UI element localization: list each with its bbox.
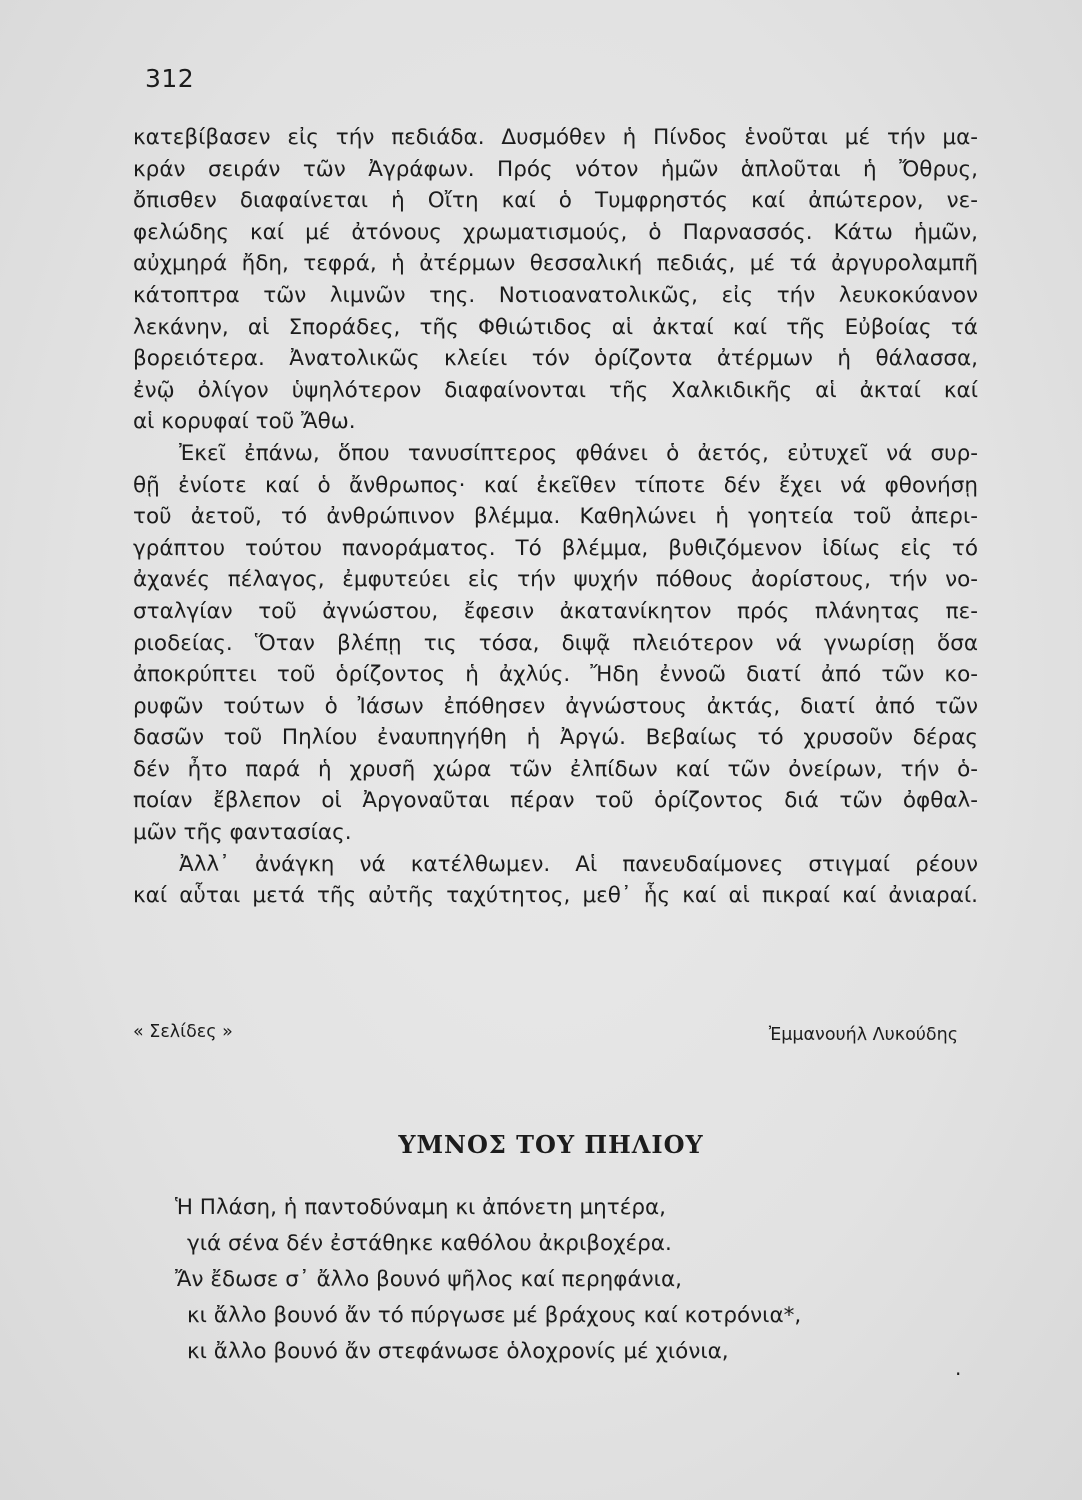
poem-text [175,1190,801,1370]
text-line: κατεβίβασεν εἰς τήν πεδιάδα. Δυσμόθεν ἡ Πίνδος ἑνοῦται μέ τήν μα- [133,125,978,150]
text-line: ρυφῶν τούτων ὁ Ἰάσων ἐπόθησεν ἀγνώστους ἀκτάς, διατί ἀπό τῶν [133,693,978,719]
poem-line: Ἄν ἔδωσε σ᾽ ἄλλο βουνό ψῆλος καί περηφάνια, [175,1267,682,1292]
text-line: ριοδείας. Ὅταν βλέπῃ τις τόσα, διψᾷ πλειότερον νά γνωρίσῃ ὅσα [133,630,978,656]
poem-line: γιά σένα δέν ἐστάθηκε καθόλου ἀκριβοχέρα. [187,1231,672,1256]
text-line: Ἐκεῖ ἐπάνω, ὅπου τανυσίπτερος φθάνει ὁ ἀετός, εὐτυχεῖ νά συρ- [179,440,978,466]
text-line: Ἀλλ᾽ ἀνάγκη νά κατέλθωμεν. Αἱ πανευδαίμονες στιγμαί ρέουν [179,851,978,877]
text-line: σταλγίαν τοῦ ἀγνώστου, ἔφεσιν ἀκατανίκητον πρός πλάνητας πε- [133,598,978,624]
poem-line: κι ἄλλο βουνό ἄν στεφάνωσε ὁλοχρονίς μέ χιόνια, [187,1339,729,1364]
text-line: δέν ἦτο παρά ἡ χρυσῆ χώρα τῶν ἐλπίδων καί τῶν ὀνείρων, τήν ὁ- [133,756,978,782]
text-line: θῇ ἐνίοτε καί ὁ ἄνθρωπος· καί ἐκεῖθεν τίποτε δέν ἔχει νά φθονήσῃ [133,472,978,498]
text-line: δασῶν τοῦ Πηλίου ἐναυπηγήθη ἡ Ἀργώ. Βεβαίως τό χρυσοῦν δέρας [133,725,978,751]
text-line: αὐχμηρά ἤδη, τεφρά, ἡ ἀτέρμων θεσσαλική πεδιάς, μέ τά ἀργυρολαμπῆ [133,251,978,277]
text-line: λεκάνην, αἱ Σποράδες, τῆς Φθιώτιδος αἱ ἀκταί καί τῆς Εὐβοίας τά [133,314,978,340]
text-line: μῶν τῆς φαντασίας. [133,820,352,846]
text-line: ἐνῷ ὀλίγον ὑψηλότερον διαφαίνονται τῆς Χαλκιδικῆς αἱ ἀκταί καί [133,377,978,403]
text-line: αἱ κορυφαί τοῦ Ἄθω. [133,409,356,435]
text-line: ἀχανές πέλαγος, ἐμφυτεύει εἰς τήν ψυχήν πόθους ἀορίστους, τήν νο- [133,567,978,593]
text-line: ποίαν ἔβλεπον οἱ Ἀργοναῦται πέραν τοῦ ὁρίζοντος διά τῶν ὀφθαλ- [133,788,978,814]
stray-mark: · [955,1362,962,1386]
poem-line: κι ἄλλο βουνό ἄν τό πύργωσε μέ βράχους καί κοτρόνια*, [187,1303,802,1328]
text-line: φελώδης καί μέ ἀτόνους χρωματισμούς, ὁ Παρνασσός. Κάτω ἡμῶν, [133,219,978,245]
prose-text [133,122,978,912]
text-line: ὄπισθεν διαφαίνεται ἡ Οἴτη καί ὁ Τυμφρηστός καί ἀπώτερον, νε- [133,188,978,214]
text-line: κάτοπτρα τῶν λιμνῶν της. Νοτιοανατολικῶς, εἰς τήν λευκοκύανον [133,282,978,308]
source-title: « Σελίδες » [133,1022,233,1042]
text-line: γράπτου τούτου πανοράματος. Τό βλέμμα, βυθιζόμενον ἰδίως εἰς τό [133,535,978,561]
text-line: ἀποκρύπτει τοῦ ὁρίζοντος ἡ ἀχλύς. Ἤδη ἐννοῶ διατί ἀπό τῶν κο- [133,662,978,688]
attribution [133,1022,958,1052]
text-line: κράν σειράν τῶν Ἀγράφων. Πρός νότον ἡμῶν ἁπλοῦται ἡ Ὄθρυς, [133,156,978,182]
poem-line: Ἡ Πλάση, ἡ παντοδύναμη κι ἀπόνετη μητέρα, [175,1195,666,1220]
poem-title: ΥΜΝΟΣ ΤΟΥ ΠΗΛΙΟΥ [398,1130,704,1159]
text-line: καί αὗται μετά τῆς αὐτῆς ταχύτητος, μεθ᾽ ἧς καί αἱ πικραί καί ἀνιαραί. [133,883,978,909]
text-line: τοῦ ἀετοῦ, τό ἀνθρώπινον βλέμμα. Καθηλώνει ἡ γοητεία τοῦ ἀπερι- [133,504,978,530]
text-line: βορειότερα. Ἀνατολικῶς κλείει τόν ὁρίζοντα ἀτέρμων ἡ θάλασσα, [133,346,978,372]
page-number: 312 [145,64,195,93]
author-name: Ἐμμανουήλ Λυκούδης [768,1025,958,1045]
